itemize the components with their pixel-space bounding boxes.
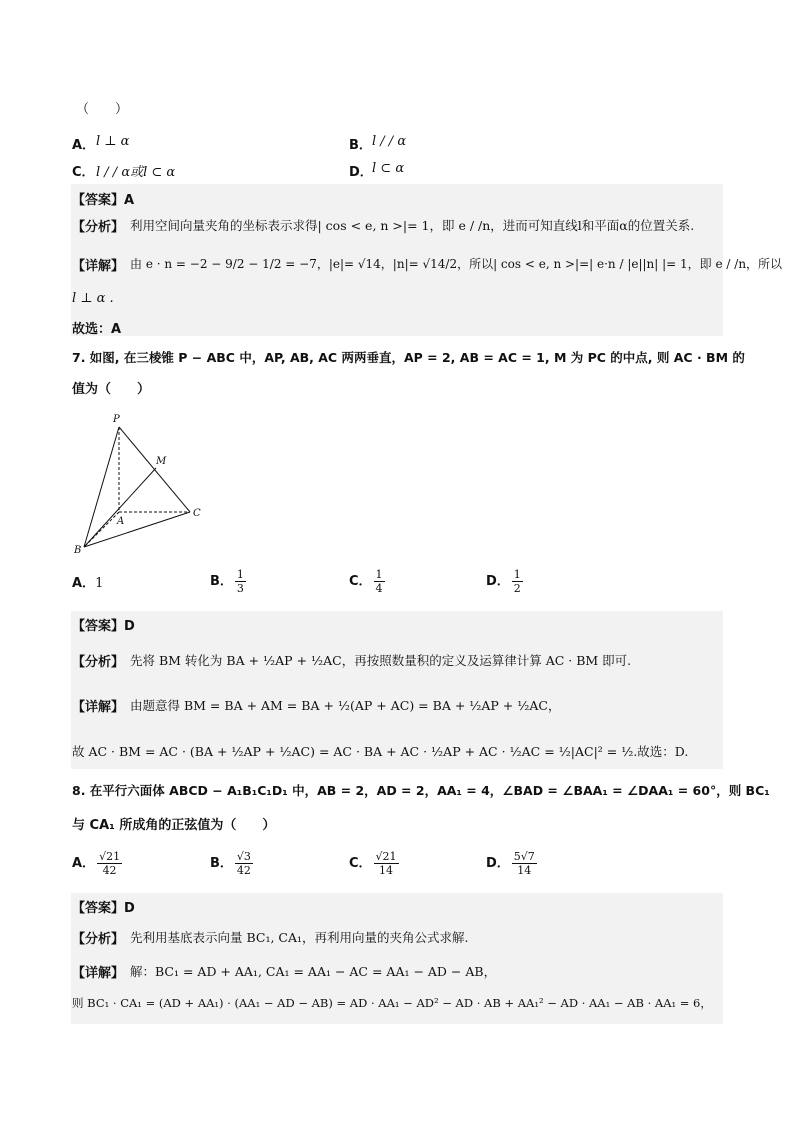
q8-option-d-label: D． <box>486 856 510 871</box>
q7-analysis: 先将 BM 转化为 BA + ½AP + ½AC，再按照数量积的定义及运算律计算 AC · BM 即可. <box>130 653 632 668</box>
q7-option-d: $\frac{1}{2}$ <box>513 568 521 595</box>
q6-detail-line2: l ⊥ α . <box>72 291 114 306</box>
q7-stem-line1: 7. 如图, 在三棱锥 P − ABC 中，AP, AB, AC 两两垂直，AP = 2, AB = AC = 1, M 为 PC 的中点, 则 AC · BM 的 <box>72 350 745 365</box>
q6-option-d: l ⊂ α <box>372 161 405 176</box>
q8-detail-line1: 解：BC₁ = AD + AA₁, CA₁ = AA₁ − AC = AA₁ − AD − AB， <box>130 964 497 979</box>
q7-option-b-wrap <box>210 568 248 595</box>
q6-analysis-tag: 【分析】 <box>72 220 125 235</box>
q7-option-d-label: D． <box>486 574 510 589</box>
label-M: M <box>156 456 167 467</box>
q7-option-c-label: C． <box>349 574 372 589</box>
q7-option-b: $\frac{1}{3}$ <box>236 568 244 595</box>
q7-option-d-wrap <box>486 568 525 595</box>
q6-option-c: l / / α或l ⊂ α <box>96 165 176 180</box>
q8-option-c-label: C． <box>349 856 372 871</box>
q8-detail-line2: 则 BC₁ · CA₁ = (AD + AA₁) · (AA₁ − AD − AB) = AD · AA₁ − AD² − AD · AB + AA₁² − AD · AA₁ − AB · AA₁ = 6， <box>72 996 712 1010</box>
q7-option-a: 1 <box>95 576 104 591</box>
q6-answer: 【答案】A <box>72 193 135 208</box>
q8-analysis: 先利用基底表示向量 BC₁, CA₁，再利用向量的夹角公式求解. <box>130 930 469 945</box>
label-B: B <box>74 545 82 555</box>
q6-option-b: l / / α <box>372 134 407 149</box>
q8-option-a-label: A． <box>72 856 96 871</box>
q8-option-d-wrap <box>486 850 539 877</box>
q7-detail-line1: 由题意得 BM = BA + AM = BA + ½(AP + AC) = BA + ½AP + ½AC， <box>130 698 561 713</box>
q7-detail-tag: 【详解】 <box>72 700 125 715</box>
q8-option-a-wrap <box>72 850 124 877</box>
label-C: C <box>193 508 201 519</box>
q7-analysis-tag: 【分析】 <box>72 655 125 670</box>
q8-option-b-wrap <box>210 850 255 877</box>
label-P: P <box>113 414 120 425</box>
q7-option-b-label: B． <box>210 574 233 589</box>
q6-detail-tag: 【详解】 <box>72 259 125 274</box>
q6-detail-line1: 由 e · n = −2 − 9/2 − 1/2 = −7，|e|= √14，|n|= √14/2，所以| cos < e, n >|=| e·n / |e||n| |= 1，即 e / /n，所以 <box>130 257 783 271</box>
q8-option-b-label: B． <box>210 856 233 871</box>
q6-option-c-label: C． <box>72 165 95 180</box>
q6-choice: 故选：A <box>72 322 122 337</box>
q8-option-d: $\frac{5√7}{14}$ <box>513 850 535 877</box>
q6-option-a-label: A． <box>72 138 96 153</box>
q8-option-b: $\frac{√3}{42}$ <box>236 850 251 877</box>
q6-option-a: l ⊥ α <box>96 134 130 149</box>
label-A: A <box>117 516 125 527</box>
q6-paren: （ ） <box>76 102 129 117</box>
q7-option-c: $\frac{1}{4}$ <box>375 568 383 595</box>
q7-answer: 【答案】D <box>72 619 135 634</box>
q7-option-c-wrap <box>349 568 387 595</box>
q7-stem-line2: 值为（ ） <box>72 382 151 397</box>
q8-detail-tag: 【详解】 <box>72 966 125 981</box>
q6-analysis: 利用空间向量夹角的坐标表示求得| cos < e, n >|= 1，即 e / /n，进而可知直线l和平面α的位置关系. <box>130 218 695 233</box>
q8-stem-line2: 与 CA₁ 所成角的正弦值为（ ） <box>72 818 276 833</box>
q8-option-c: $\frac{√21}{14}$ <box>375 850 397 877</box>
q8-stem-line1: 8. 在平行六面体 ABCD − A₁B₁C₁D₁ 中，AB = 2，AD = 2，AA₁ = 4，∠BAD = ∠BAA₁ = ∠DAA₁ = 60°，则 BC₁ <box>72 783 770 798</box>
q8-option-a: $\frac{√21}{42}$ <box>99 850 121 877</box>
q8-option-c-wrap <box>349 850 401 877</box>
edge-PB <box>84 427 119 547</box>
q8-answer: 【答案】D <box>72 901 135 916</box>
q7-options <box>72 572 103 591</box>
q6-option-b-label: B． <box>349 138 372 153</box>
q8-analysis-tag: 【分析】 <box>72 932 125 947</box>
q7-detail-line2: 故 AC · BM = AC · (BA + ½AP + ½AC) = AC · BA + AC · ½AP + AC · ½AC = ½|AC|² = ½.故选：D. <box>72 744 689 759</box>
tetrahedron-figure <box>72 410 212 555</box>
q6-option-d-label: D． <box>349 165 373 180</box>
q7-option-a-label: A． <box>72 576 96 591</box>
